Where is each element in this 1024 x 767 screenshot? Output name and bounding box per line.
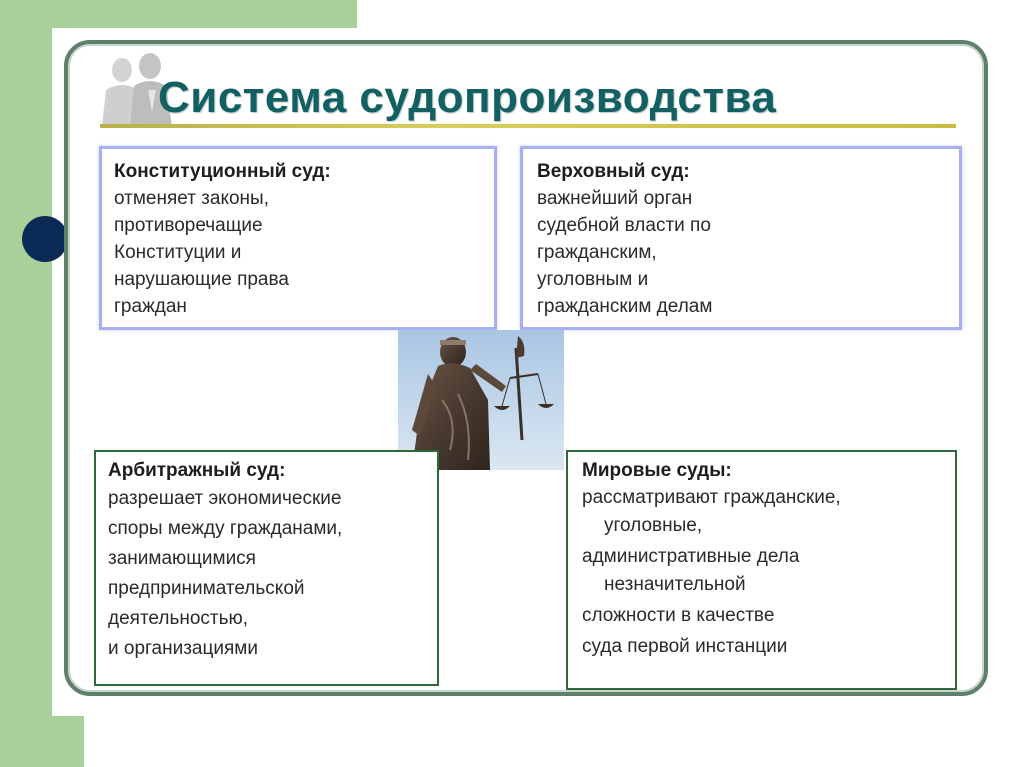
box-line: Конституции и <box>114 242 242 263</box>
box-heading: Верховный суд: <box>537 161 690 182</box>
box-line: уголовные, <box>604 515 703 536</box>
green-side-bar-bottom <box>0 716 84 767</box>
box-line: административные дела <box>582 546 800 567</box>
box-line: нарушающие права <box>114 269 289 290</box>
box-line: граждан <box>114 296 187 317</box>
slide-title: Система судопроизводства <box>158 73 777 122</box>
box-line: незначительной <box>604 574 746 595</box>
box-line: рассматривают гражданские, <box>582 487 841 508</box>
box-line: занимающимися <box>108 548 256 569</box>
box-heading: Конституционный суд: <box>114 161 331 182</box>
box-line: судебной власти по <box>537 215 711 236</box>
box-line: деятельностью, <box>108 608 249 629</box>
box-line: гражданским, <box>537 242 657 263</box>
box-line: уголовным и <box>537 269 649 290</box>
title-underline <box>100 124 956 128</box>
green-side-bar <box>0 0 52 767</box>
magistrates-courts-box <box>566 450 957 690</box>
box-heading: Арбитражный суд: <box>108 460 286 481</box>
box-line: споры между гражданами, <box>108 518 343 539</box>
box-line: гражданским делам <box>537 296 713 317</box>
box-heading: Мировые суды: <box>582 460 732 481</box>
box-line: отменяет законы, <box>114 188 269 209</box>
box-line: сложности в качестве <box>582 605 775 626</box>
box-line: важнейший орган <box>537 188 693 209</box>
themis-statue-image <box>398 330 564 470</box>
constitutional-court-box <box>99 146 497 330</box>
box-line: противоречащие <box>114 215 263 236</box>
box-line: суда первой инстанции <box>582 636 788 657</box>
supreme-court-box <box>520 146 962 330</box>
green-side-bar-top <box>0 0 357 28</box>
box-line: и организациями <box>108 638 258 659</box>
box-line: предпринимательской <box>108 578 305 599</box>
arbitration-court-box <box>94 450 439 686</box>
bullet-circle-icon <box>22 216 68 262</box>
box-line: разрешает экономические <box>108 488 342 509</box>
